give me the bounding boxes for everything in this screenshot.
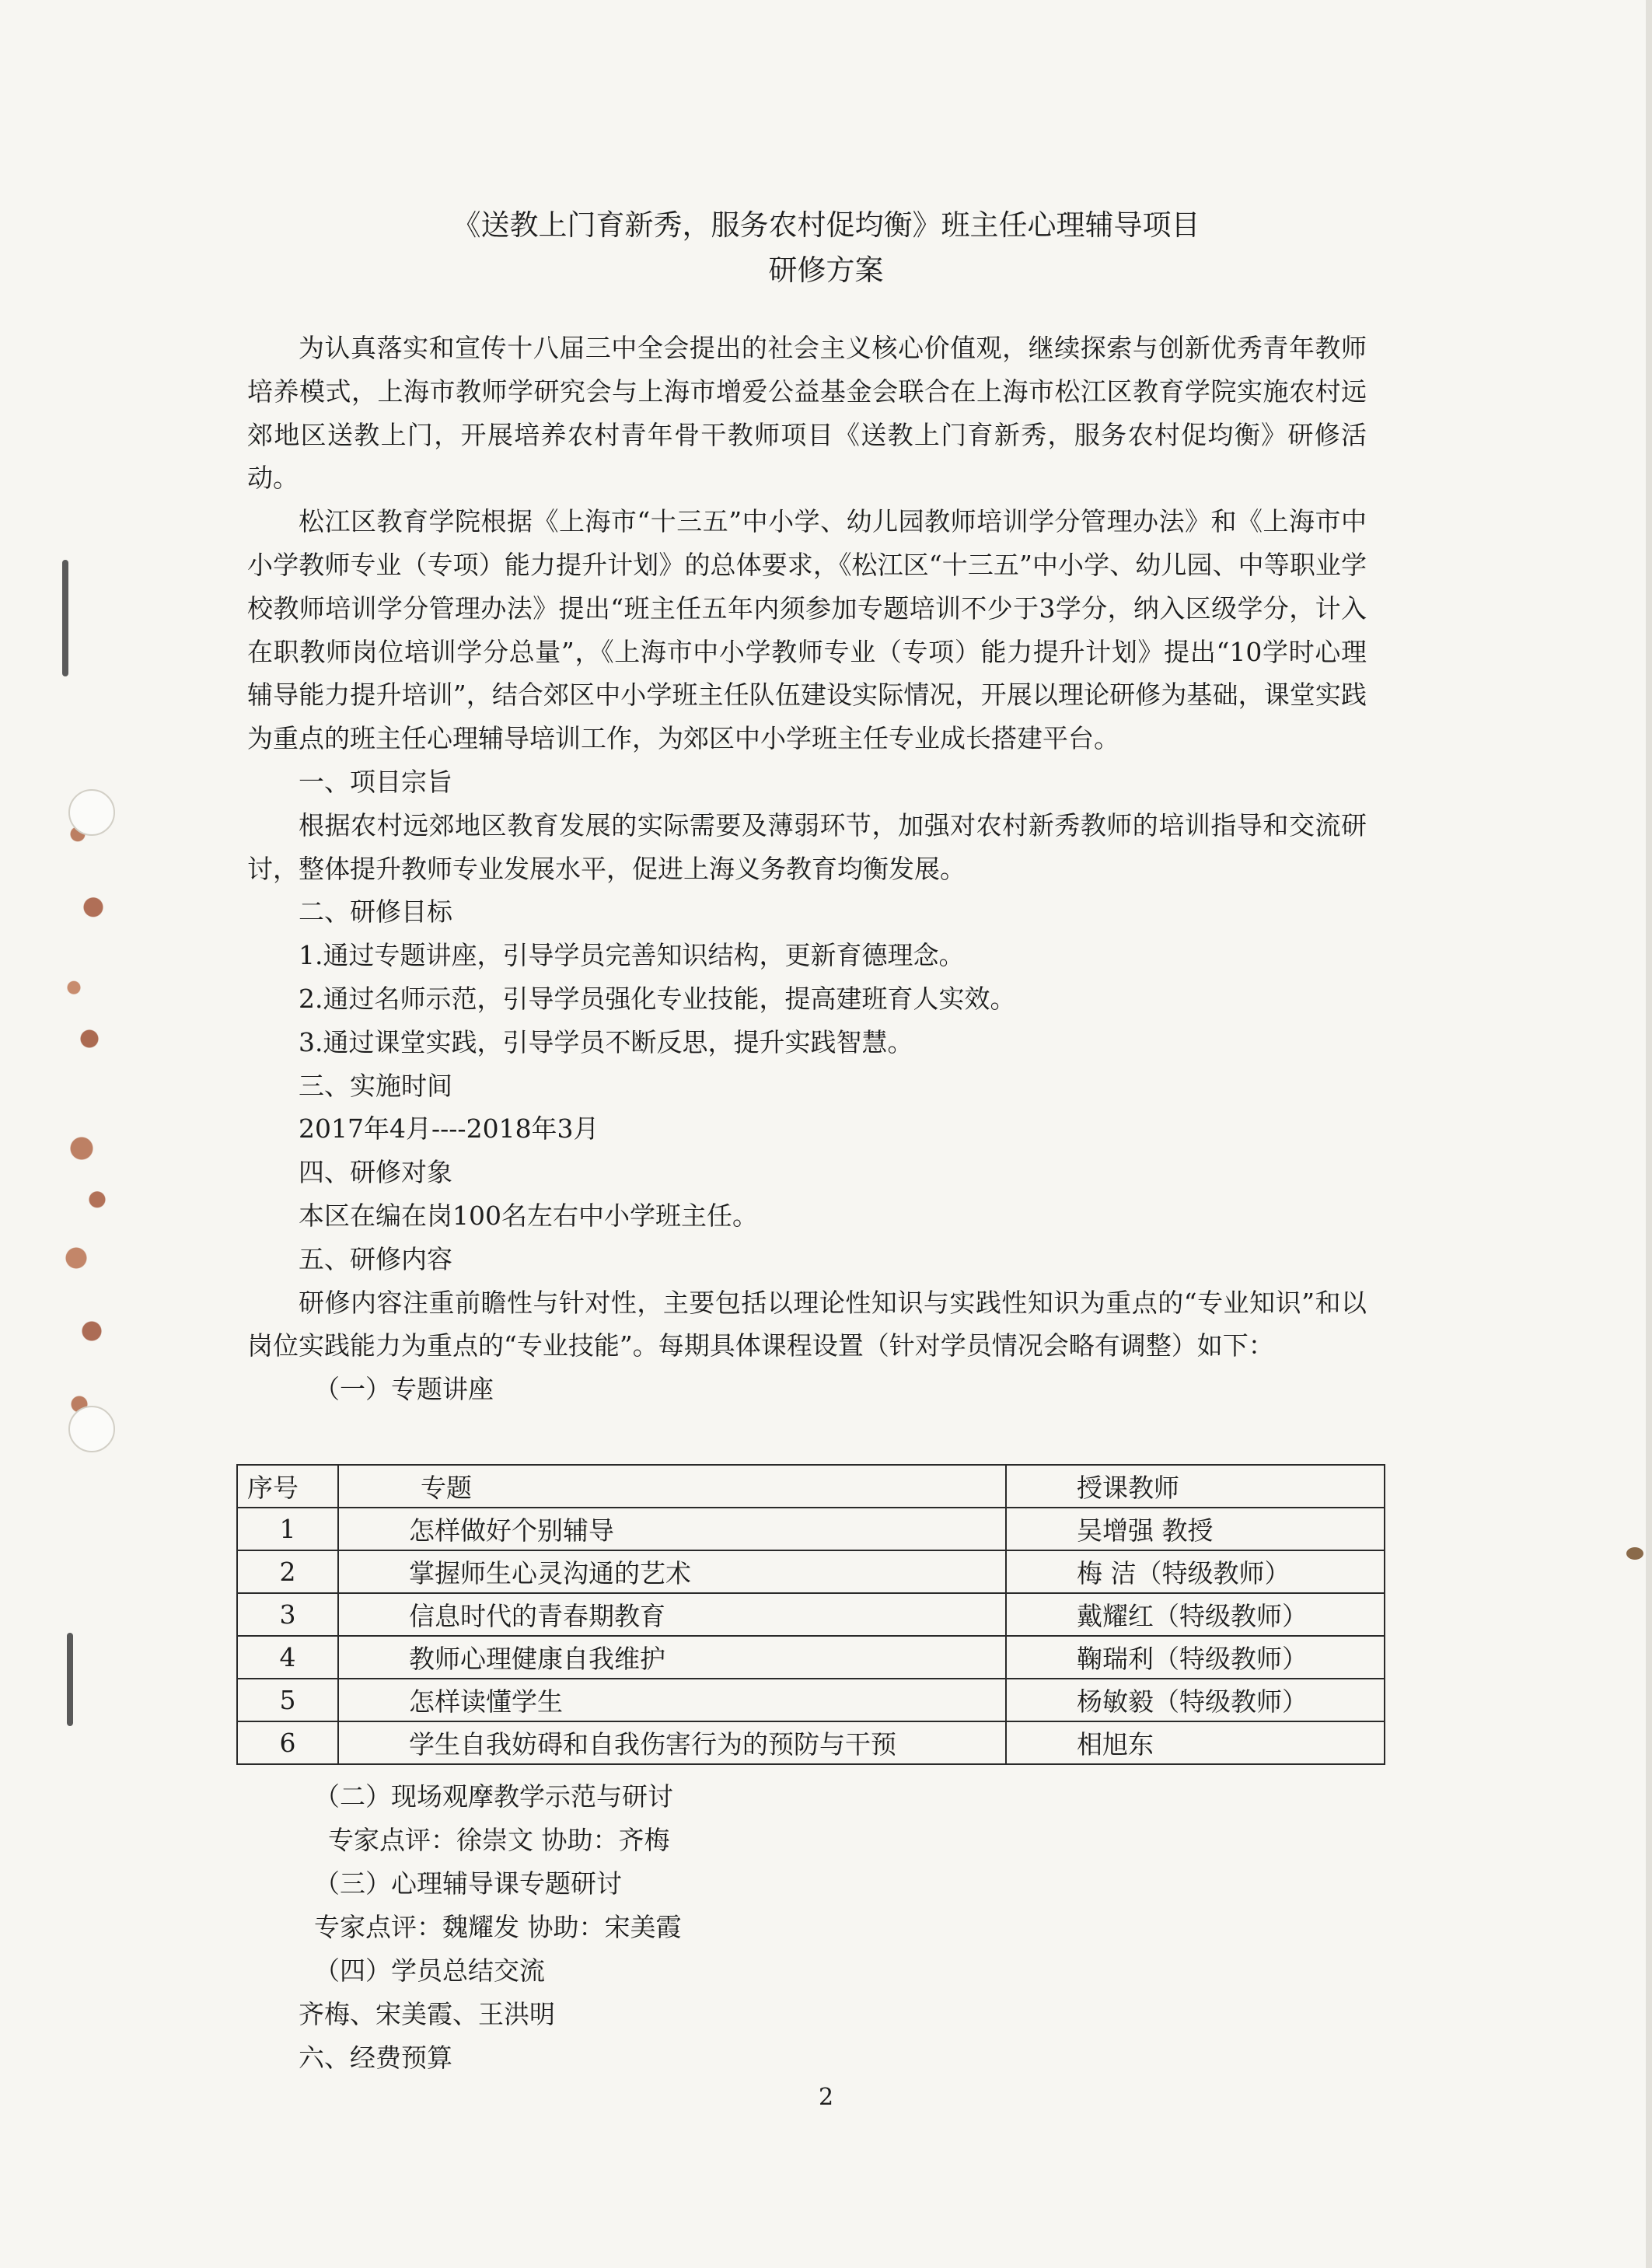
row-teacher: 梅 洁（特级教师） xyxy=(1006,1550,1385,1593)
goal-item: 1.通过专题讲座，引导学员完善知识结构，更新育德理念。 xyxy=(299,940,965,971)
row-teacher: 杨敏毅（特级教师） xyxy=(1006,1679,1385,1721)
table-header-row xyxy=(237,1465,1385,1508)
lecture-table xyxy=(236,1464,1385,1765)
punch-hole xyxy=(68,1406,115,1452)
column-header: 授课教师 xyxy=(1006,1465,1385,1508)
row-topic: 掌握师生心灵沟通的艺术 xyxy=(338,1550,1006,1593)
row-number: 1 xyxy=(237,1508,338,1550)
section-heading: 一、项目宗旨 xyxy=(299,766,452,797)
document-subtitle: 研修方案 xyxy=(768,253,884,287)
row-topic: 怎样读懂学生 xyxy=(338,1679,1006,1721)
basis-paragraph: 松江区教育学院根据《上海市“十三五”中小学、幼儿园教师培训学分管理办法》和《上海市中小学教师专业（专项）能力提升计划》的总体要求，《松江区“十三五”中小学、幼儿园、中等职业学校教师培训学分管理办法》提出“班主任五年内须参加专题培训不少于3学分，纳入区级学分，计入在职教师岗位培训学分总量”，《上海市中小学教师专业（专项）能力提升计划》提出“10学时心理辅导能力提升培训”，结合郊区中小学班主任队伍建设实际情况，开展以理论研修为基础，课堂实践为重点的班主任心理辅导培训工作，为郊区中小学班主任专业成长搭建平台。 xyxy=(247,506,1367,754)
goal-item: 3.通过课堂实践，引导学员不断反思，提升实践智慧。 xyxy=(299,1026,913,1057)
row-number: 3 xyxy=(237,1593,338,1636)
row-topic: 学生自我妨碍和自我伤害行为的预防与干预 xyxy=(338,1721,1006,1764)
goal-item: 2.通过名师示范，引导学员强化专业技能，提高建班育人实效。 xyxy=(299,983,1016,1014)
section-text: 根据农村远郊地区教育发展的实际需要及薄弱环节，加强对农村新秀教师的培训指导和交流研讨，整体提升教师专业发展水平，促进上海义务教育均衡发展。 xyxy=(247,809,1367,884)
table-row xyxy=(237,1508,1385,1550)
binding-rust-stain xyxy=(47,746,124,1477)
column-header: 专题 xyxy=(338,1465,1006,1508)
section-text: 本区在编在岗100名左右中小学班主任。 xyxy=(299,1200,758,1231)
section-heading: 五、研修内容 xyxy=(299,1243,452,1274)
staple-mark xyxy=(62,560,68,676)
row-topic: 怎样做好个别辅导 xyxy=(338,1508,1006,1550)
edge-stain xyxy=(1626,1547,1643,1560)
page-edge xyxy=(1646,0,1652,2268)
section-heading: 三、实施时间 xyxy=(299,1070,452,1101)
subsection-heading: （三）心理辅导课专题研讨 xyxy=(314,1868,622,1899)
staple-mark xyxy=(67,1633,73,1726)
row-number: 2 xyxy=(237,1550,338,1593)
row-topic: 教师心理健康自我维护 xyxy=(338,1636,1006,1679)
row-number: 6 xyxy=(237,1721,338,1764)
row-topic: 信息时代的青春期教育 xyxy=(338,1593,1006,1636)
page-number: 2 xyxy=(818,2084,834,2111)
table-row xyxy=(237,1679,1385,1721)
post-table-content xyxy=(247,1775,1367,2080)
table-row xyxy=(237,1550,1385,1593)
row-teacher: 相旭东 xyxy=(1006,1721,1385,1764)
row-teacher: 吴增强 教授 xyxy=(1006,1508,1385,1550)
subsection-heading: （二）现场观摩教学示范与研讨 xyxy=(314,1781,673,1812)
row-number: 5 xyxy=(237,1679,338,1721)
section-heading: 二、研修目标 xyxy=(299,896,452,928)
document-title: 《送教上门育新秀，服务农村促均衡》班主任心理辅导项目 xyxy=(452,208,1200,242)
intro-paragraph: 为认真落实和宣传十八届三中全会提出的社会主义核心价值观，继续探索与创新优秀青年教师培养模式，上海市教师学研究会与上海市增爱公益基金会联合在上海市松江区教育学院实施农村远郊地区送教上门，开展培养农村青年骨干教师项目《送教上门育新秀，服务农村促均衡》研修活动。 xyxy=(247,333,1367,494)
subsection-heading: （一）专题讲座 xyxy=(314,1374,494,1405)
table-row xyxy=(237,1593,1385,1636)
row-number: 4 xyxy=(237,1636,338,1679)
document-body xyxy=(247,327,1367,1411)
section-heading: 六、经费预算 xyxy=(299,2043,452,2073)
subsection-text: 专家点评：魏耀发 协助：宋美霞 xyxy=(314,1912,682,1942)
section-text: 2017年4月----2018年3月 xyxy=(299,1113,599,1144)
table-row xyxy=(237,1721,1385,1764)
subsection-text: 专家点评：徐崇文 协助：齐梅 xyxy=(328,1825,670,1855)
table-row xyxy=(237,1636,1385,1679)
subsection-text: 齐梅、宋美霞、王洪明 xyxy=(299,1999,555,2029)
punch-hole xyxy=(68,789,115,836)
subsection-heading: （四）学员总结交流 xyxy=(314,1955,545,1986)
section-heading: 四、研修对象 xyxy=(299,1157,452,1188)
row-teacher: 鞠瑞利（特级教师） xyxy=(1006,1636,1385,1679)
section-text: 研修内容注重前瞻性与针对性，主要包括以理论性知识与实践性知识为重点的“专业知识”和以岗位实践能力为重点的“专业技能”。每期具体课程设置（针对学员情况会略有调整）如下： xyxy=(247,1287,1367,1361)
row-teacher: 戴耀红（特级教师） xyxy=(1006,1593,1385,1636)
column-header: 序号 xyxy=(237,1465,338,1508)
